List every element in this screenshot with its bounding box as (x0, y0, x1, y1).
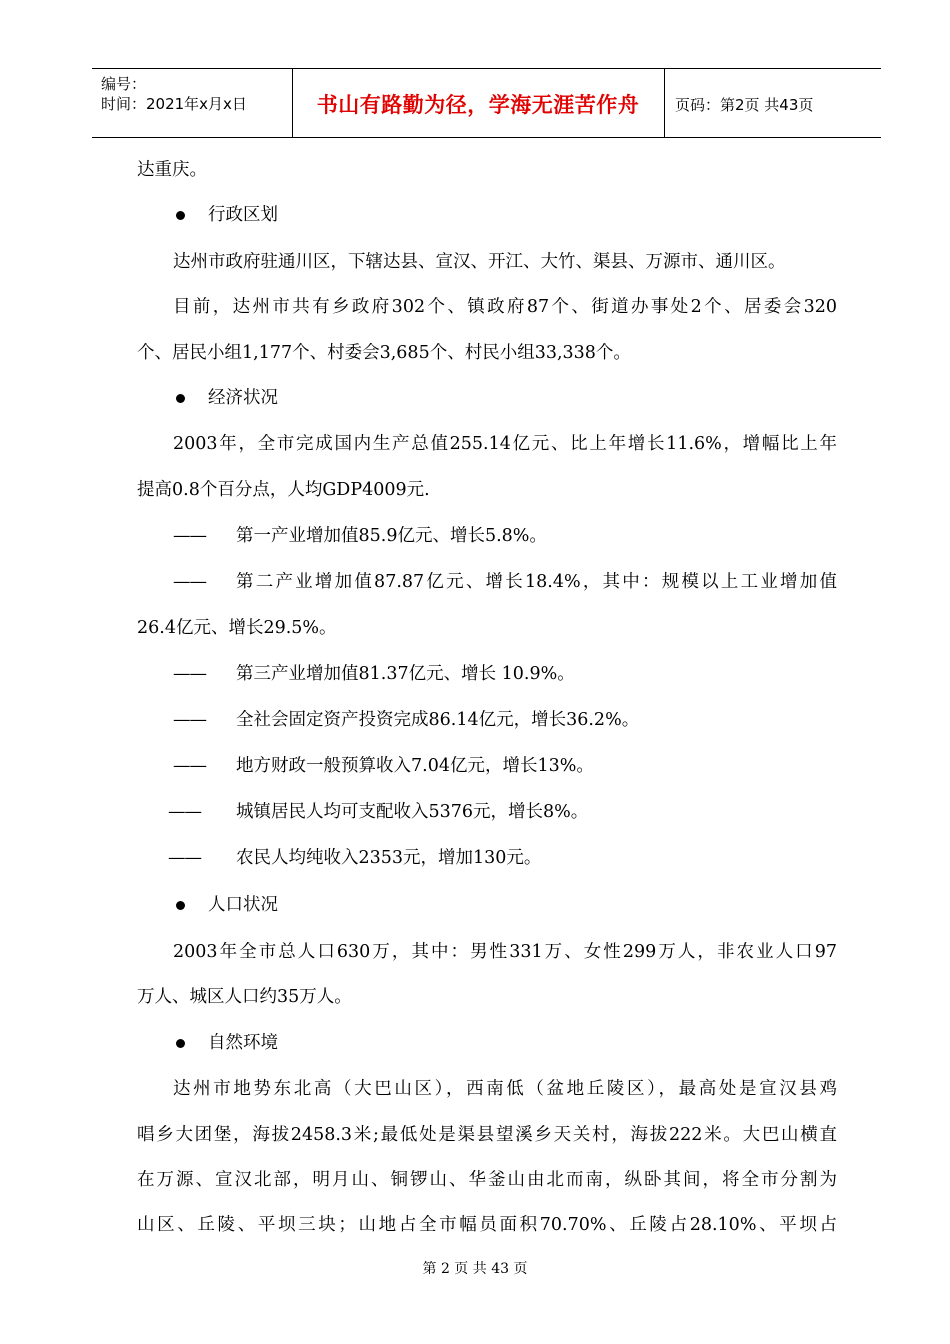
dash-marker: —— (173, 572, 206, 592)
paragraph-line: 唱乡大团堡，海拔2458.3米;最低处是渠县望溪乡天关村，海拔222米。大巴山横直 (137, 1125, 837, 1145)
bullet-icon (176, 394, 185, 403)
paragraph-line: 个、居民小组1,177个、村委会3,685个、村民小组33,338个。 (137, 343, 631, 363)
dash-marker: —— (173, 526, 206, 546)
page-header (92, 68, 881, 138)
dash-marker: —— (173, 710, 206, 730)
paragraph-line: 达重庆。 (137, 160, 207, 180)
paragraph-line: 2003年全市总人口630万，其中：男性331万、女性299万人，非农业人口97 (173, 942, 837, 962)
list-item: 全社会固定资产投资完成86.14亿元，增长36.2%。 (236, 710, 640, 730)
header-motto: 书山有路勤为径，学海无涯苦作舟 (316, 93, 640, 117)
page-footer: 第 2 页 共 43 页 (422, 1261, 528, 1277)
header-meta-cell (92, 69, 293, 137)
section-heading-population: 人口状况 (208, 895, 278, 915)
paragraph-line: 26.4亿元、增长29.5%。 (137, 618, 337, 638)
header-motto-cell (292, 69, 665, 137)
section-heading-nature: 自然环境 (208, 1033, 278, 1053)
list-item: 地方财政一般预算收入7.04亿元，增长13%。 (236, 756, 594, 776)
list-item: 第一产业增加值85.9亿元、增长5.8%。 (236, 526, 547, 546)
dash-marker: —— (173, 664, 206, 684)
number-label: 编号： (101, 75, 147, 93)
bullet-icon (176, 211, 185, 220)
list-item: 农民人均纯收入2353元，增加130元。 (236, 848, 542, 868)
header-page-info: 页码：第2页 共43页 (675, 96, 814, 114)
bullet-icon (176, 1039, 185, 1048)
section-heading-economy: 经济状况 (208, 388, 278, 408)
paragraph-line: 在万源、宣汉北部，明月山、铜锣山、华釜山由北而南，纵卧其间，将全市分割为 (137, 1170, 837, 1190)
list-item: 第三产业增加值81.37亿元、增长 10.9%。 (236, 664, 575, 684)
list-item: 城镇居民人均可支配收入5376元，增长8%。 (236, 802, 589, 822)
paragraph-line: 提高0.8个百分点，人均GDP4009元. (137, 480, 430, 500)
list-item: 第二产业增加值87.87亿元、增长18.4%，其中：规模以上工业增加值 (236, 572, 837, 592)
dash-marker: —— (168, 802, 201, 822)
paragraph-line: 2003年，全市完成国内生产总值255.14亿元、比上年增长11.6%，增幅比上年 (173, 434, 837, 454)
section-heading-admin: 行政区划 (208, 205, 278, 225)
dash-marker: —— (168, 848, 201, 868)
bullet-icon (176, 901, 185, 910)
paragraph-line: 达州市政府驻通川区，下辖达县、宣汉、开江、大竹、渠县、万源市、通川区。 (173, 252, 786, 272)
paragraph-line: 目前，达州市共有乡政府302个、镇政府87个、街道办事处2个、居委会320 (173, 297, 837, 317)
time-label: 时间：2021年x月x日 (101, 95, 247, 113)
paragraph-line: 山区、丘陵、平坝三块；山地占全市幅员面积70.70%、丘陵占28.10%、平坝占 (137, 1215, 837, 1235)
header-page-cell (665, 69, 881, 137)
paragraph-line: 达州市地势东北高（大巴山区），西南低（盆地丘陵区），最高处是宣汉县鸡 (173, 1079, 837, 1099)
dash-marker: —— (173, 756, 206, 776)
paragraph-line: 万人、城区人口约35万人。 (137, 987, 352, 1007)
